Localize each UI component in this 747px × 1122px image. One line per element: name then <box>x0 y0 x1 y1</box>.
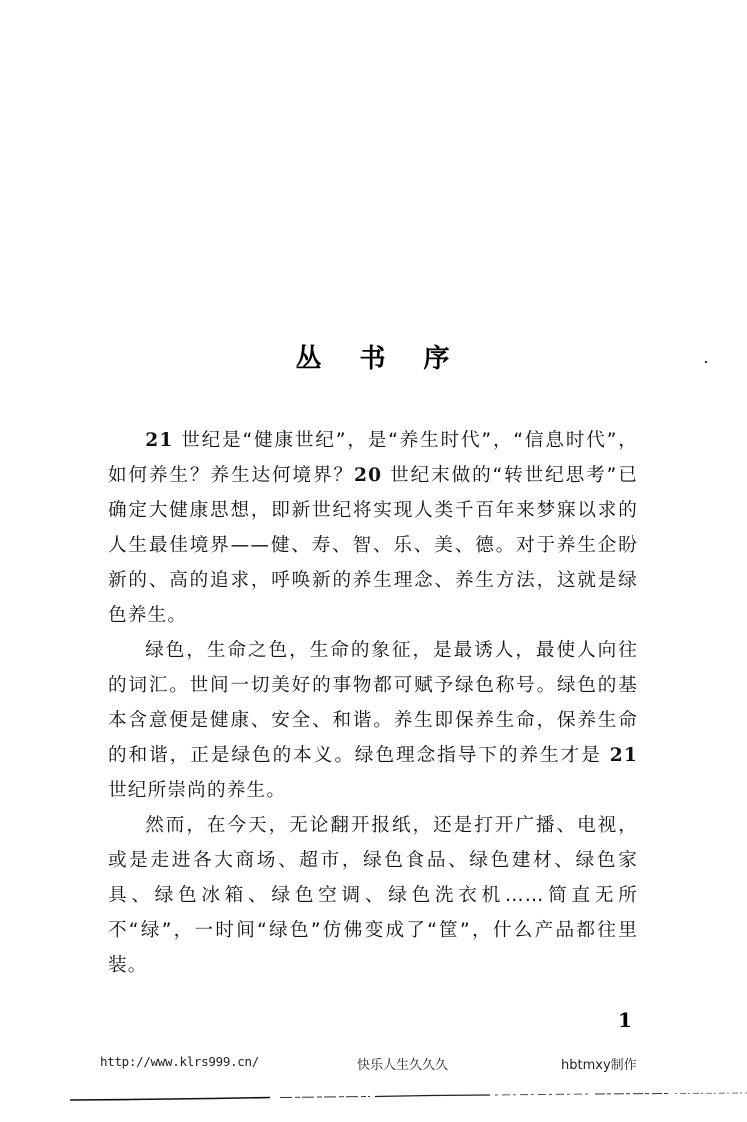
body-text <box>108 423 638 983</box>
paragraph-number: 21 <box>145 430 174 451</box>
footer-url[interactable]: http://www.klrs999.cn/ <box>100 1054 259 1069</box>
paragraph-text: 绿色，生命之色，生命的象征，是最诱人，最使人向往的词汇。世间一切美好的事物都可赋予绿色称号。绿色的基本含意便是健康、安全、和谐。养生即保养生命，保养生命的和谐，正是绿色的本义。绿色理念指导下的养生才是 <box>108 640 638 766</box>
scan-edge-line <box>70 1090 747 1104</box>
footer-center-text: 快乐人生久久久 <box>357 1058 449 1073</box>
paragraph-text: 世纪所崇尚的养生。 <box>108 780 287 801</box>
paragraph-text: 世纪末做的“转世纪思考”已确定大健康思想，即新世纪将实现人类千百年来梦寐以求的人生最佳境界——健、寿、智、乐、美、德。对于养生企盼新的、高的追求，呼唤新的养生理念、养生方法，这就是绿色养生。 <box>108 465 638 626</box>
title-char: 丛 <box>295 344 324 375</box>
page-number: 1 <box>618 1008 632 1032</box>
footer-credit: hbtmxy制作 <box>561 1058 637 1073</box>
paragraph <box>108 633 638 808</box>
title-char: 序 <box>423 344 452 375</box>
paragraph-text: 然而，在今天，无论翻开报纸，还是打开广播、电视，或是走进各大商场、超市，绿色食品、绿色建材、绿色家具、绿色冰箱、绿色空调、绿色洗衣机……简直无所不“绿”，一时间“绿色”仿佛变成了“筐”，什么产品都往里装。 <box>108 815 638 976</box>
paragraph-number: 20 <box>354 465 383 486</box>
paragraph <box>108 808 638 983</box>
paragraph-text: 世纪是“健康世纪”，是“养生时代”，“信息时代”，如何养生？养生达何境界？ <box>108 430 638 486</box>
footer <box>0 1054 747 1074</box>
paragraph-number: 21 <box>609 745 638 766</box>
paragraph <box>108 423 638 633</box>
title-char: 书 <box>359 344 388 375</box>
scan-speck <box>705 361 707 363</box>
page-title <box>0 342 747 376</box>
